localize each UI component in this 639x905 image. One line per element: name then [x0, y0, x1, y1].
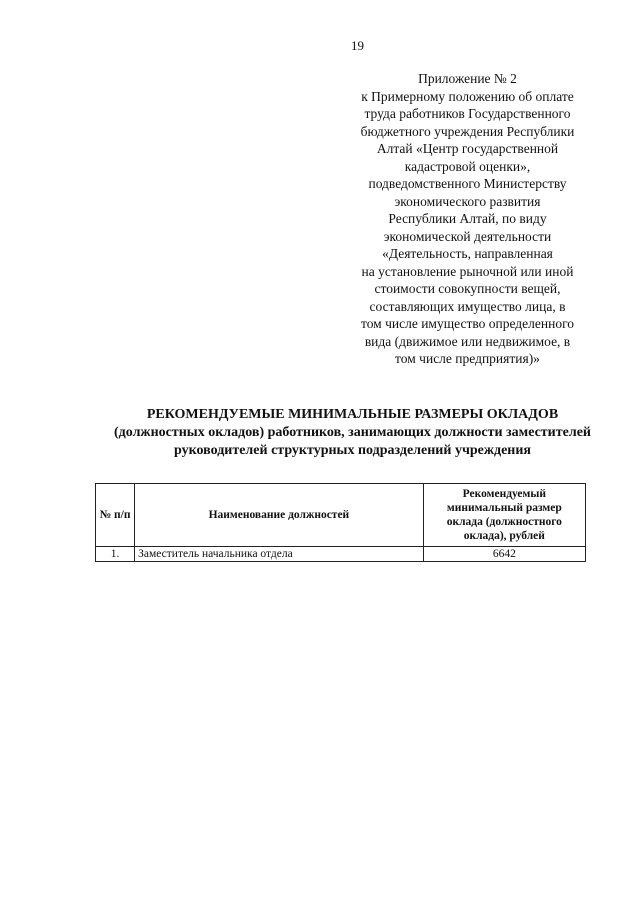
row-salary: 6642: [423, 547, 585, 562]
appendix-line: стоимости совокупности вещей,: [374, 281, 561, 296]
table-header-row: [96, 484, 586, 547]
appendix-line: экономической деятельности: [383, 228, 552, 244]
appendix-line: том числе имущество определенного: [360, 316, 575, 331]
appendix-line: на установление рыночной или иной: [361, 263, 574, 279]
appendix-line: к Примерному положению об оплате: [361, 88, 574, 104]
row-number: 1.: [96, 547, 135, 562]
header-salary: [423, 484, 585, 547]
appendix-block: [335, 70, 600, 368]
appendix-line: бюджетного учреждения Республики: [360, 123, 575, 139]
appendix-line: экономического развития: [394, 193, 541, 209]
appendix-line: вида (движимое или недвижимое, в: [364, 333, 571, 349]
appendix-line: Приложение № 2: [418, 71, 517, 86]
appendix-line: труда работников Государственного: [364, 106, 571, 121]
document-heading: [80, 406, 625, 460]
salary-table: [95, 483, 586, 562]
appendix-line: Алтай «Центр государственной: [376, 141, 559, 156]
row-position: Заместитель начальника отдела: [135, 547, 423, 562]
header-salary-text: Рекомендуемый минимальный размер оклада (должностного оклада), рублей: [446, 488, 562, 542]
appendix-line: подведомственного Министерству: [368, 176, 567, 191]
table-row: [96, 547, 586, 562]
header-position: Наименование должностей: [135, 484, 423, 547]
heading-line: (должностных окладов) работников, занимающих должности заместителей: [114, 425, 591, 440]
appendix-line: кадастровой оценки»,: [404, 158, 531, 174]
appendix-line: «Деятельность, направленная: [382, 246, 553, 261]
appendix-line: составляющих имущество лица, в: [369, 298, 566, 314]
header-number: № п/п: [96, 484, 135, 547]
page-number: 19: [351, 38, 364, 53]
appendix-line: Республики Алтай, по виду: [388, 211, 547, 226]
heading-line: РЕКОМЕНДУЕМЫЕ МИНИМАЛЬНЫЕ РАЗМЕРЫ ОКЛАДОВ: [146, 407, 559, 422]
appendix-line: том числе предприятия)»: [395, 351, 540, 366]
heading-line: руководителей структурных подразделений учреждения: [174, 443, 531, 458]
